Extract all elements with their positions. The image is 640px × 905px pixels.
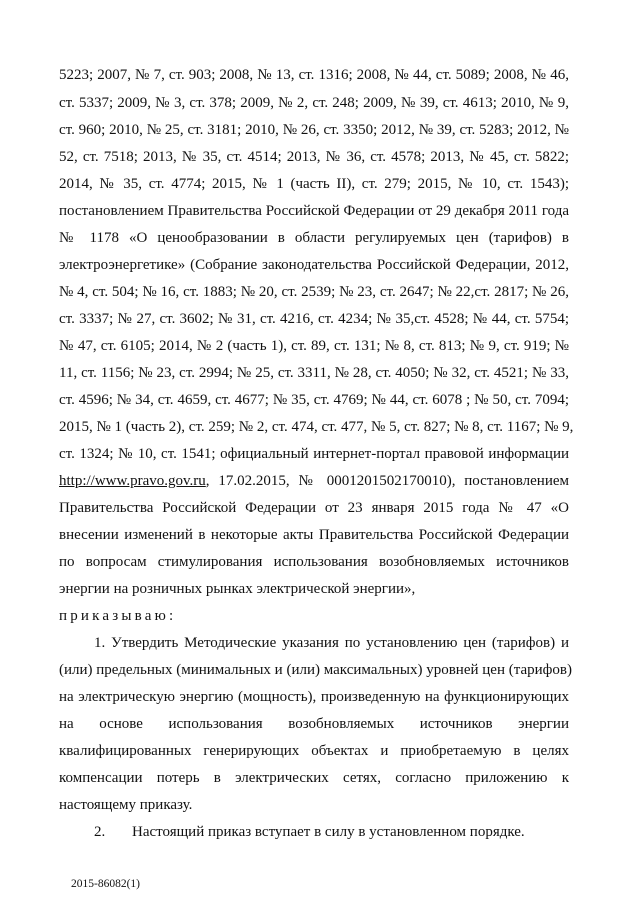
text-line: № 47, ст. 6105; 2014, № 2 (часть 1), ст. 89, ст. 131; № 8, ст. 813; № 9, ст. 919; № xyxy=(59,338,569,354)
item-1-line: на электрическую энергию (мощность), произведенную на функционирующих xyxy=(59,689,569,705)
pravo-link[interactable]: http://www.pravo.gov.ru xyxy=(59,473,206,489)
text-line: № 1178 «О ценообразовании в области регулируемых цен (тарифов) в xyxy=(59,230,569,246)
item-1-line: настоящему приказу. xyxy=(59,797,193,813)
text-line: постановлением Правительства Российской Федерации от 29 декабря 2011 года xyxy=(59,203,569,219)
text-line: ст. 5337; 2009, № 3, ст. 378; 2009, № 2, ст. 248; 2009, № 39, ст. 4613; 2010, № 9, xyxy=(59,95,569,111)
text-line: 52, ст. 7518; 2013, № 35, ст. 4514; 2013, № 36, ст. 4578; 2013, № 45, ст. 5822; xyxy=(59,149,569,165)
item-2-number: 2. xyxy=(94,824,106,840)
item-1-line: квалифицированных генерирующих объектах и приобретаемую в целях xyxy=(59,743,569,759)
order-word: приказываю: xyxy=(59,608,177,624)
text-line: 5223; 2007, № 7, ст. 903; 2008, № 13, ст. 1316; 2008, № 44, ст. 5089; 2008, № 46, xyxy=(59,67,569,83)
item-1-line: 1. Утвердить Методические указания по установлению цен (тарифов) и xyxy=(94,635,569,651)
text-line: 11, ст. 1156; № 23, ст. 2994; № 25, ст. 3311, № 28, ст. 4050; № 32, ст. 4521; № 33, xyxy=(59,365,569,381)
item-2-text: Настоящий приказ вступает в силу в установленном порядке. xyxy=(132,824,525,840)
text-line: электроэнергетике» (Собрание законодательства Российской Федерации, 2012, xyxy=(59,257,569,273)
text-line: 2015, № 1 (часть 2), ст. 259; № 2, ст. 474, ст. 477, № 5, ст. 827; № 8, ст. 1167; № 9, xyxy=(59,419,574,435)
item-1-line: компенсации потерь в электрических сетях, согласно приложению к xyxy=(59,770,569,786)
text-line: ст. 4596; № 34, ст. 4659, ст. 4677; № 35, ст. 4769; № 44, ст. 6078 ; № 50, ст. 7094; xyxy=(59,392,569,408)
text-line: № 4, ст. 504; № 16, ст. 1883; № 20, ст. 2539; № 23, ст. 2647; № 22,ст. 2817; № 26, xyxy=(59,284,569,300)
text-line: внесении изменений в некоторые акты Правительства Российской Федерации xyxy=(59,527,569,543)
text-line: по вопросам стимулирования использования возобновляемых источников xyxy=(59,554,569,570)
text-line: ст. 3337; № 27, ст. 3602; № 31, ст. 4216, ст. 4234; № 35,ст. 4528; № 44, ст. 5754; xyxy=(59,311,569,327)
item-1-line: (или) предельных (минимальных и (или) максимальных) уровней цен (тарифов) xyxy=(59,662,572,678)
text-line: Правительства Российской Федерации от 23 января 2015 года № 47 «О xyxy=(59,500,569,516)
document-footer-code: 2015-86082(1) xyxy=(71,878,140,890)
text-line: ст. 960; 2010, № 25, ст. 3181; 2010, № 26, ст. 3350; 2012, № 39, ст. 5283; 2012, № xyxy=(59,122,569,138)
item-1-line: на основе использования возобновляемых источников энергии xyxy=(59,716,569,732)
text-line: ст. 1324; № 10, ст. 1541; официальный интернет-портал правовой информации xyxy=(59,446,569,462)
link-text-line xyxy=(59,472,569,490)
text-line: энергии на розничных рынках электрической энергии», xyxy=(59,581,416,597)
link-line-rest: , 17.02.2015, № 0001201502170010), постановлением xyxy=(205,473,569,489)
text-line: 2014, № 35, ст. 4774; 2015, № 1 (часть II), ст. 279; 2015, № 10, ст. 1543); xyxy=(59,176,569,192)
